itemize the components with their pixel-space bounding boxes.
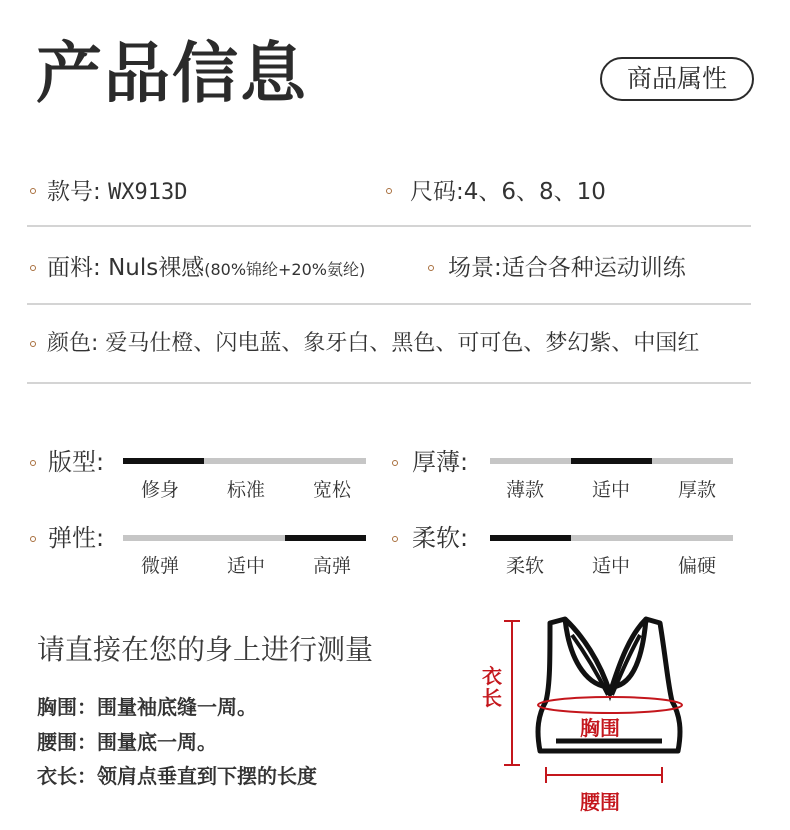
bullet-dot-icon xyxy=(30,536,36,542)
length-diagram-label: 衣长 xyxy=(482,664,502,710)
size-label: 尺码: xyxy=(410,179,464,205)
style-number-label: 款号: xyxy=(47,179,101,205)
softness-scale-indicator xyxy=(490,535,571,541)
style-number-field xyxy=(47,177,188,208)
softness-option: 适中 xyxy=(591,555,630,577)
fit-option: 标准 xyxy=(226,479,265,501)
bullet-dot-icon xyxy=(386,188,392,194)
fabric-detail: (80%锦纶+20%氨纶) xyxy=(204,260,366,279)
size-field xyxy=(410,177,606,207)
softness-option: 偏硬 xyxy=(677,555,716,577)
product-attributes-badge: 商品属性 xyxy=(600,57,754,101)
bullet-dot-icon xyxy=(392,460,398,466)
fit-option: 修身 xyxy=(140,479,179,501)
waist-diagram-label: 腰围 xyxy=(580,790,620,814)
bullet-dot-icon xyxy=(30,341,36,347)
size-value: 4、6、8、10 xyxy=(463,179,606,205)
thickness-scale-label: 厚薄: xyxy=(412,448,469,476)
softness-scale-options xyxy=(482,553,740,579)
thickness-scale-options xyxy=(482,477,740,503)
chest-instruction: 胸围：围量袖底缝一周。 xyxy=(37,695,257,719)
measurement-diagram xyxy=(470,605,710,810)
length-instruction: 衣长：领肩点垂直到下摆的长度 xyxy=(37,764,317,788)
bullet-dot-icon xyxy=(428,265,434,271)
thickness-scale-indicator xyxy=(571,458,652,464)
waist-instruction: 腰围：围量底一周。 xyxy=(37,730,217,754)
elasticity-option: 高弹 xyxy=(312,555,351,577)
fabric-value: Nuls裸感 xyxy=(108,255,205,281)
softness-option: 柔软 xyxy=(505,555,544,577)
fit-option: 宽松 xyxy=(312,479,351,501)
softness-scale-label: 柔软: xyxy=(412,524,469,552)
elasticity-option: 适中 xyxy=(226,555,265,577)
divider xyxy=(27,225,751,227)
style-number-value: WX913D xyxy=(108,180,188,205)
bullet-dot-icon xyxy=(30,460,36,466)
softness-scale-track xyxy=(490,535,733,541)
fit-scale-indicator xyxy=(123,458,204,464)
elasticity-scale-label: 弹性: xyxy=(48,524,105,552)
bullet-dot-icon xyxy=(392,536,398,542)
thickness-option: 薄款 xyxy=(505,479,544,501)
divider xyxy=(27,382,751,384)
fit-scale-track xyxy=(123,458,366,464)
colors-label: 颜色: xyxy=(47,331,99,356)
elasticity-scale-options xyxy=(117,553,375,579)
fit-scale-label: 版型: xyxy=(48,448,105,476)
bullet-dot-icon xyxy=(30,265,36,271)
elasticity-scale-indicator xyxy=(285,535,366,541)
scene-field xyxy=(448,253,686,283)
colors-field xyxy=(47,329,699,359)
thickness-option: 适中 xyxy=(591,479,630,501)
fabric-field xyxy=(47,253,365,285)
elasticity-scale-track xyxy=(123,535,366,541)
fit-scale-options xyxy=(117,477,375,503)
colors-value: 爱马仕橙、闪电蓝、象牙白、黑色、可可色、梦幻紫、中国红 xyxy=(105,331,700,356)
thickness-scale-track xyxy=(490,458,733,464)
fabric-label: 面料: xyxy=(47,255,101,281)
measure-heading: 请直接在您的身上进行测量 xyxy=(37,633,374,666)
divider xyxy=(27,303,751,305)
scene-label: 场景: xyxy=(448,255,502,281)
thickness-option: 厚款 xyxy=(677,479,716,501)
scene-value: 适合各种运动训练 xyxy=(501,255,686,281)
bullet-dot-icon xyxy=(30,188,36,194)
page-title: 产品信息 xyxy=(36,35,308,112)
chest-diagram-label: 胸围 xyxy=(580,716,620,740)
elasticity-option: 微弹 xyxy=(140,555,179,577)
